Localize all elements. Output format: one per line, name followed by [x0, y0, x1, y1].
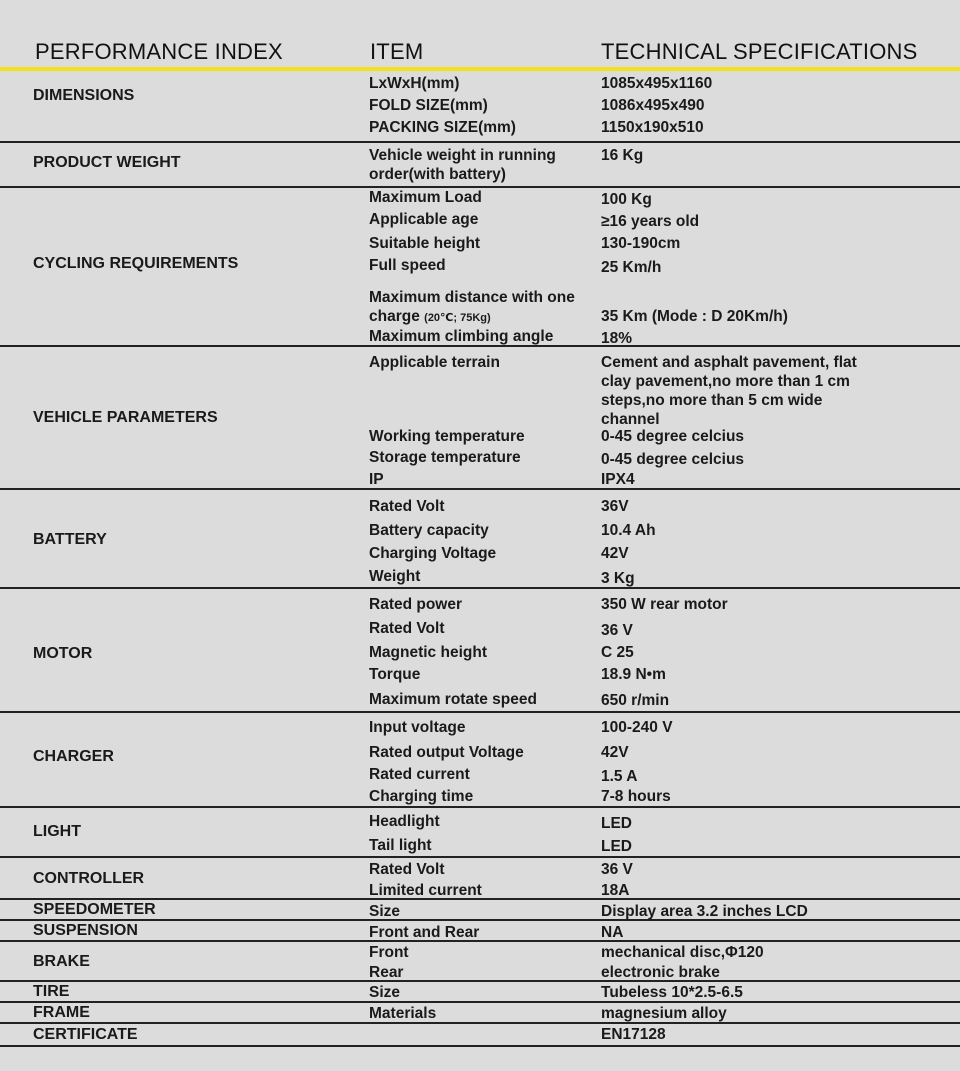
spec-value: 130-190cm: [601, 235, 681, 252]
spec-item-label: [369, 943, 584, 962]
spec-item-text: Charging time: [369, 788, 474, 805]
section-controller: [0, 858, 960, 900]
category-label: BATTERY: [33, 531, 107, 548]
spec-item-text: Applicable terrain: [369, 354, 500, 371]
spec-value: 36V: [601, 498, 629, 515]
section-frame: [0, 1003, 960, 1024]
spec-item-label: [369, 146, 584, 184]
header-technical-specifications: TECHNICAL SPECIFICATIONS: [601, 39, 918, 64]
category-label: SPEEDOMETER: [33, 901, 156, 918]
spec-item-text: Rear: [369, 964, 404, 981]
spec-value: 0-45 degree celcius: [601, 451, 745, 468]
section-brake: [0, 942, 960, 982]
section-dimensions: [0, 72, 960, 143]
spec-item-text: Size: [369, 984, 401, 1001]
category-label: CYCLING REQUIREMENTS: [33, 255, 239, 272]
spec-value: C 25: [601, 644, 634, 661]
spec-value: LED: [601, 838, 632, 855]
spec-value: Cement and asphalt pavement, flat clay pavement,no more than 1 cm steps,no more than 5 cm wide channel: [601, 354, 857, 428]
category-label: DIMENSIONS: [33, 87, 135, 104]
spec-item-text: Rated power: [369, 596, 463, 613]
section-charger: [0, 713, 960, 808]
spec-value: 1.5 A: [601, 768, 638, 785]
spec-item-text: Full speed: [369, 257, 446, 274]
spec-value: 1150x190x510: [601, 119, 704, 136]
spec-item-label: [369, 643, 584, 662]
spec-value: IPX4: [601, 471, 635, 488]
spec-item-label: [369, 812, 584, 831]
spec-item-text: Maximum Load: [369, 189, 482, 206]
section-certificate: [0, 1024, 960, 1047]
spec-item-note: (20℃; 75Kg): [424, 312, 491, 324]
header-accent-rule: [0, 67, 960, 71]
spec-value: 36 V: [601, 861, 633, 878]
spec-value: 36 V: [601, 622, 633, 639]
spec-item-label: [369, 234, 584, 253]
spec-value: 350 W rear motor: [601, 596, 728, 613]
spec-item-text: Front: [369, 944, 409, 961]
spec-item-text: Maximum distance with one charge: [369, 289, 575, 325]
spec-item-text: Maximum climbing angle: [369, 328, 554, 345]
spec-item-text: Torque: [369, 666, 421, 683]
spec-item-label: [369, 983, 584, 1002]
spec-item-label: [369, 74, 584, 93]
spec-value: electronic brake: [601, 964, 720, 981]
spec-item-text: Working temperature: [369, 428, 525, 445]
spec-item-label: [369, 923, 584, 942]
spec-value: 3 Kg: [601, 570, 635, 587]
spec-item-text: Charging Voltage: [369, 545, 497, 562]
spec-item-text: Size: [369, 903, 401, 920]
category-label: CHARGER: [33, 748, 114, 765]
spec-item-label: [369, 96, 584, 115]
spec-value: 1085x495x1160: [601, 75, 713, 92]
spec-value: magnesium alloy: [601, 1005, 727, 1022]
spec-item-text: IP: [369, 471, 384, 488]
spec-item-label: [369, 787, 584, 806]
spec-item-text: Weight: [369, 568, 421, 585]
spec-item-label: [369, 881, 584, 900]
section-cycling-requirements: [0, 188, 960, 347]
spec-value: 42V: [601, 744, 629, 761]
spec-item-text: Suitable height: [369, 235, 481, 252]
spec-item-text: Rated Volt: [369, 861, 445, 878]
spec-item-label: [369, 836, 584, 855]
spec-item-label: [369, 765, 584, 784]
spec-value: 650 r/min: [601, 692, 670, 709]
spec-item-text: Input voltage: [369, 719, 466, 736]
spec-value: 42V: [601, 545, 629, 562]
spec-value: LED: [601, 815, 632, 832]
spec-value: 18.9 N•m: [601, 666, 666, 683]
spec-value: NA: [601, 924, 624, 941]
section-product-weight: [0, 143, 960, 188]
spec-item-label: [369, 256, 584, 275]
spec-value: 16 Kg: [601, 147, 644, 164]
spec-item-text: Maximum rotate speed: [369, 691, 537, 708]
spec-item-text: Magnetic height: [369, 644, 487, 661]
spec-item-label: [369, 210, 584, 229]
section-tire: [0, 982, 960, 1003]
spec-item-label: [369, 595, 584, 614]
spec-item-label: [369, 118, 584, 137]
spec-item-text: Rated Volt: [369, 498, 445, 515]
spec-item-label: [369, 567, 584, 586]
spec-item-text: PACKING SIZE(mm): [369, 119, 516, 136]
spec-item-label: [369, 544, 584, 563]
header-item: ITEM: [370, 39, 424, 64]
table-header: [0, 0, 960, 70]
category-label: FRAME: [33, 1004, 90, 1021]
section-speedometer: [0, 900, 960, 921]
spec-value: 7-8 hours: [601, 788, 671, 805]
category-label: BRAKE: [33, 953, 90, 970]
spec-item-label: [369, 860, 584, 879]
category-label: CONTROLLER: [33, 870, 145, 887]
spec-item-text: LxWxH(mm): [369, 75, 460, 92]
spec-item-label: [369, 497, 584, 516]
spec-item-label: [369, 470, 584, 489]
spec-item-text: Vehicle weight in running order(with battery): [369, 147, 556, 183]
spec-value: 100-240 V: [601, 719, 673, 736]
spec-value: 0-45 degree celcius: [601, 428, 745, 445]
spec-item-label: [369, 963, 584, 982]
spec-value: 10.4 Ah: [601, 522, 656, 539]
spec-item-label: [369, 665, 584, 684]
spec-item-text: Rated current: [369, 766, 470, 783]
spec-item-label: [369, 288, 584, 328]
spec-item-label: [369, 718, 584, 737]
header-performance-index: PERFORMANCE INDEX: [35, 39, 283, 64]
spec-item-label: [369, 188, 584, 207]
spec-item-label: [369, 521, 584, 540]
spec-item-label: [369, 327, 584, 346]
spec-item-text: Storage temperature: [369, 449, 521, 466]
category-label: SUSPENSION: [33, 922, 138, 939]
spec-value: 18%: [601, 330, 633, 347]
section-battery: [0, 490, 960, 589]
spec-value: Display area 3.2 inches LCD: [601, 903, 808, 920]
spec-item-label: [369, 1004, 584, 1023]
spec-item-text: Battery capacity: [369, 522, 489, 539]
spec-value: 100 Kg: [601, 191, 652, 208]
section-vehicle-parameters: [0, 347, 960, 490]
spec-item-text: Headlight: [369, 813, 440, 830]
category-label: TIRE: [33, 983, 70, 1000]
category-label: PRODUCT WEIGHT: [33, 154, 181, 171]
section-suspension: [0, 921, 960, 942]
category-label: LIGHT: [33, 823, 81, 840]
spec-value: ≥16 years old: [601, 213, 700, 230]
spec-value: 25 Km/h: [601, 259, 662, 276]
spec-item-label: [369, 353, 584, 372]
spec-value: 1086x495x490: [601, 97, 705, 114]
spec-item-text: Materials: [369, 1005, 437, 1022]
category-label: CERTIFICATE: [33, 1026, 138, 1043]
category-label: VEHICLE PARAMETERS: [33, 409, 218, 426]
spec-item-label: [369, 902, 584, 921]
spec-item-label: [369, 619, 584, 638]
spec-item-text: Rated Volt: [369, 620, 445, 637]
spec-value: 18A: [601, 882, 630, 899]
section-light: [0, 808, 960, 858]
spec-item-text: Tail light: [369, 837, 432, 854]
spec-item-label: [369, 427, 584, 446]
spec-value: 35 Km (Mode : D 20Km/h): [601, 308, 788, 325]
spec-value: EN17128: [601, 1026, 666, 1043]
spec-item-text: Front and Rear: [369, 924, 480, 941]
spec-item-label: [369, 448, 584, 467]
category-label: MOTOR: [33, 645, 93, 662]
spec-item-text: FOLD SIZE(mm): [369, 97, 488, 114]
spec-value: mechanical disc,Φ120: [601, 944, 764, 961]
spec-item-text: Limited current: [369, 882, 482, 899]
spec-value: Tubeless 10*2.5-6.5: [601, 984, 743, 1001]
spec-item-label: [369, 690, 584, 709]
section-motor: [0, 589, 960, 713]
spec-item-label: [369, 743, 584, 762]
spec-item-text: Applicable age: [369, 211, 479, 228]
spec-item-text: Rated output Voltage: [369, 744, 524, 761]
